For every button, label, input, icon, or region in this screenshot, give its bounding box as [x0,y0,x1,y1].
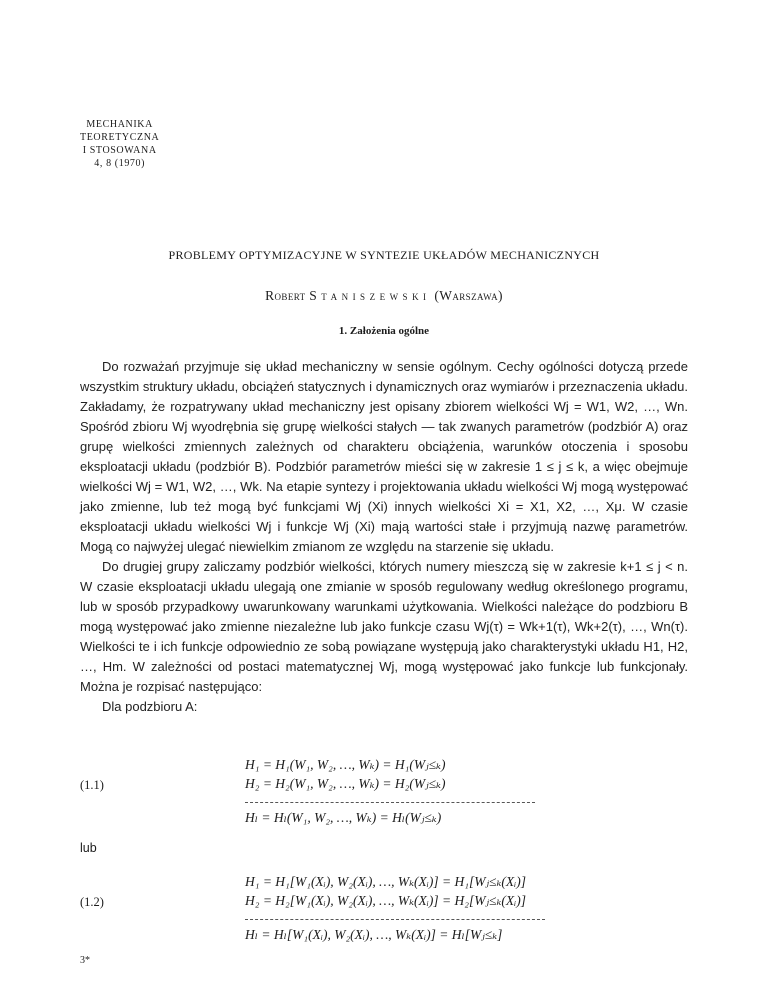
paragraph: Do drugiej grupy zaliczamy podzbiór wielkości, których numery mieszczą się w zakresie k+1 ≤ j < n. W czasie eksploatacji układu ulegają one zmianie w sposób regulowany według określonego programu, lub w sposób przypadkowy uwarunkowany warunkami użytkowania. Wielkości należące do podzbioru B mogą występować jako zmienne niezależne lub jako funkcje czasu Wj(τ) = Wk+1(τ), Wk+2(τ), …, Wn(τ). Wielkości te i ich funkcje odpowiednio ze sobą powiązane występują jako charakterystyki układu H1, H2, …, Hm. W zależności od postaci matematycznej Wj, mogą występować jako funkcje lub funkcjonały. Można je rozpisać następująco: [80,559,688,694]
body-text [80,357,688,717]
paper-title: PROBLEMY OPTYMIZACYJNE W SYNTEZIE UKŁADÓW MECHANICZNYCH [168,248,600,262]
equation-row: H₂ = H₂[W₁(Xᵢ), W₂(Xᵢ), …, Wₖ(Xᵢ)] = H₂[Wⱼ≤ₖ(Xᵢ)] [245,893,527,908]
equation-number: (1.1) [80,778,104,792]
paragraph: Do rozważań przyjmuje się układ mechaniczny w sensie ogólnym. Cechy ogólności dotyczą przede wszystkim struktury układu, obciążeń statycznych i dynamicznych oraz wymiarów i przeznaczenia układu. Zakładamy, że rozpatrywany układ mechaniczny jest opisany zbiorem wielkości Wj = W1, W2, …, Wn. Spośród zbioru Wj wyodrębnia się grupę wielkości stałych — tak zwanych parametrów (podzbiór A) oraz grupę wielkości zmiennych zależnych od charakteru obciążenia, warunków otoczenia i sposobu eksploatacji układu (podzbiór B). Podzbiór parametrów mieści się w zakresie 1 ≤ j ≤ k, a więc obejmuje wielkości Wj = W1, W2, …, Wk. Na etapie syntezy i projektowania układu wielkości Wj mogą występować jako zmienne, lub też mogą być funkcjami Wj (Xi) innych wielkości Xi = X1, X2, …, Xμ. W czasie eksploatacji układu wielkości Wj i funkcje Wj (Xi) mają wartości stałe i przyjmują nazwę parametrów. Mogą co najwyżej ulegać niewielkim zmianom ze względu na starzenie się układu. [80,359,688,554]
journal-name-line: I STOSOWANA [82,145,157,156]
journal-header [80,118,159,170]
author-last-name: Staniszewski [309,288,431,303]
author-first-name: Robert [265,288,306,303]
connector-text: lub [80,841,97,855]
equation-dashed-rule [245,919,545,920]
equation-number: (1.2) [80,895,104,909]
equation-dashed-rule [245,802,535,803]
equation-row: Hₗ = Hₗ[W₁(Xᵢ), W₂(Xᵢ), …, Wₖ(Xᵢ)] = Hₗ[Wⱼ≤ₖ] [245,927,503,942]
equation-row: H₁ = H₁[W₁(Xᵢ), W₂(Xᵢ), …, Wₖ(Xᵢ)] = H₁[Wⱼ≤ₖ(Xᵢ)] [245,874,527,889]
journal-volume: 4, 8 (1970) [94,158,146,169]
equation-row: H₁ = H₁(W₁, W₂, …, Wₖ) = H₁(Wⱼ≤ₖ) [245,757,446,772]
equation-row: Hₗ = Hₗ(W₁, W₂, …, Wₖ) = Hₗ(Wⱼ≤ₖ) [245,810,442,825]
page-folio: 3* [80,955,90,966]
section-heading: 1. Założenia ogólne [338,325,430,337]
equation-row: H₂ = H₂(W₁, W₂, …, Wₖ) = H₂(Wⱼ≤ₖ) [245,776,446,791]
journal-name-line: MECHANIKA [86,119,153,130]
paragraph: Dla podzbioru A: [102,699,198,714]
author-line [0,288,768,304]
journal-name-line: TEORETYCZNA [80,132,160,143]
author-affiliation: (Warszawa) [434,288,503,303]
